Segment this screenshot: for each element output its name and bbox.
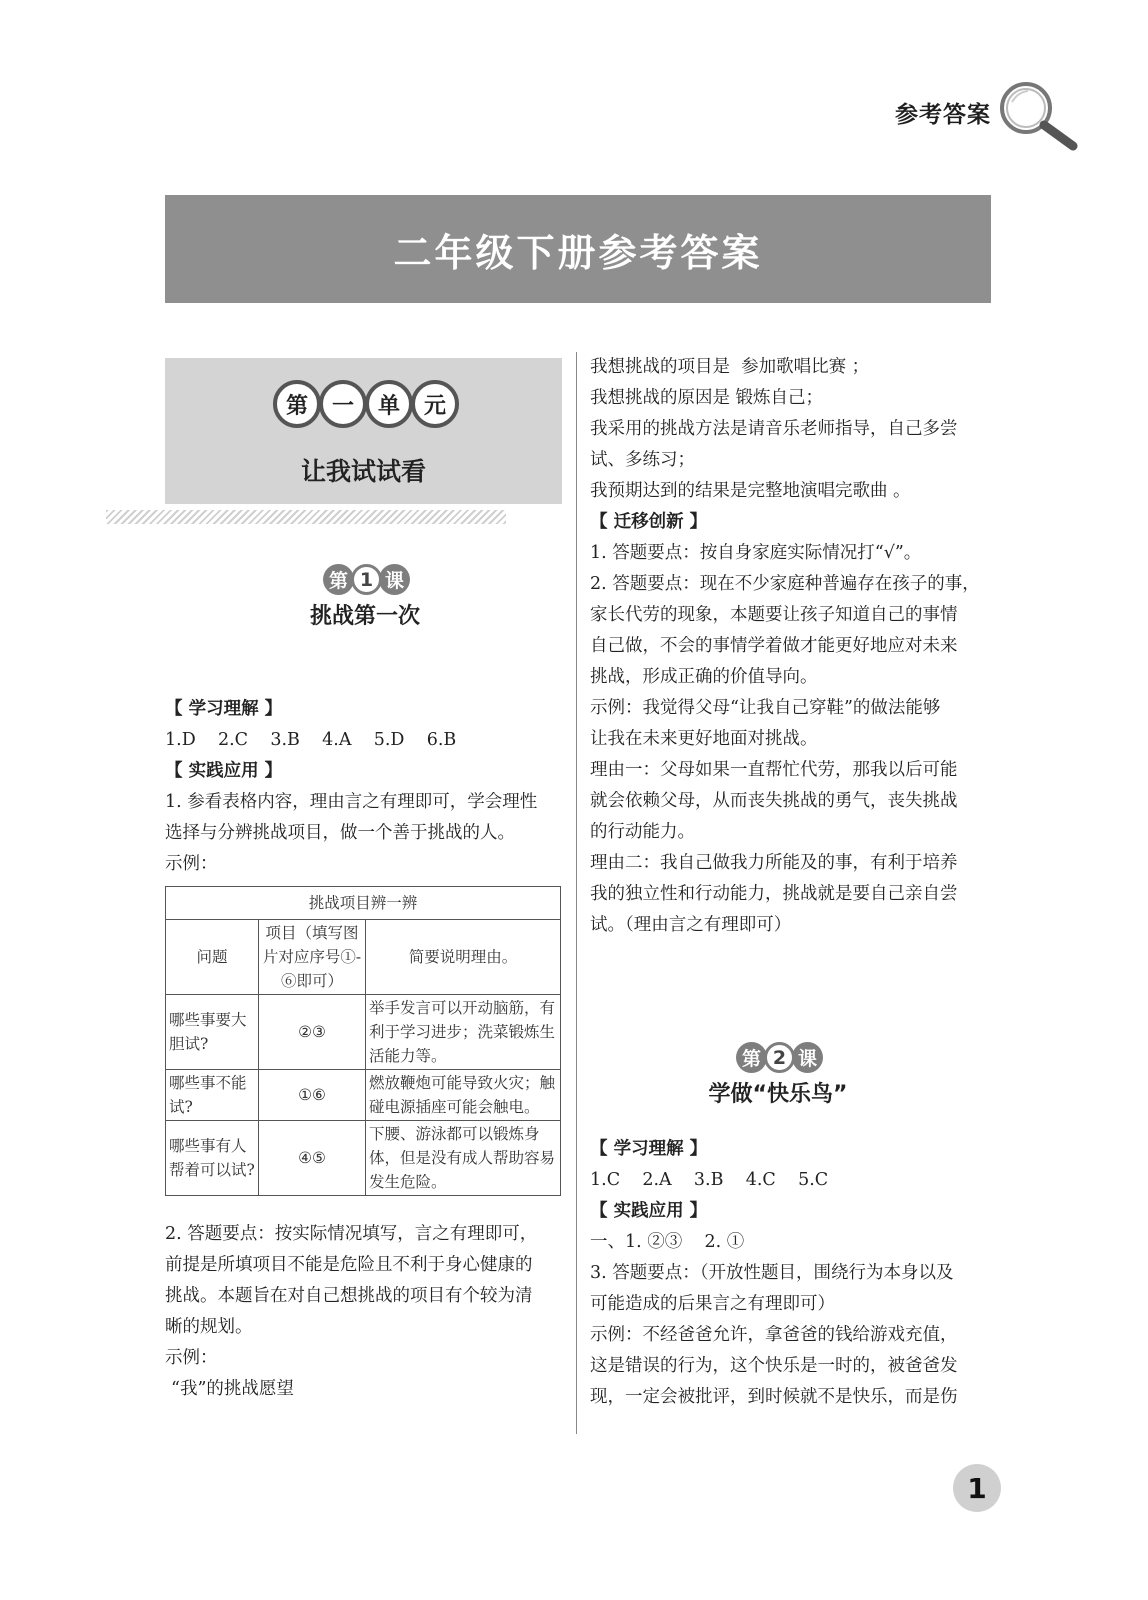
unit-char: 一 [319,380,367,428]
text-line: 前提是所填项目不能是危险且不利于身心健康的 [165,1255,533,1275]
text-line: 自己做，不会的事情学着做才能更好地应对未来 [590,636,958,656]
table-title-row [166,887,561,920]
right-column-top [590,352,992,941]
right-column-bottom [590,1134,992,1413]
text-line: 让我在未来更好地面对挑战。 [590,729,818,749]
text-line: 选择与分辨挑战项目，做一个善于挑战的人。 [165,823,515,843]
text-line: 一、1. ②③ 2. ① [590,1232,745,1252]
text-line: 2. 答题要点：按实际情况填写，言之有理即可， [165,1224,538,1244]
column-divider [576,352,577,1434]
table-row [166,1121,561,1196]
text-line: 示例：我觉得父母“让我自己穿鞋”的做法能够 [590,698,941,718]
text-line: 家长代劳的现象，本题要让孩子知道自己的事情 [590,605,958,625]
text-line: 就会依赖父母，从而丧失挑战的勇气，丧失挑战 [590,791,958,811]
table-row [166,995,561,1070]
text-line: 挑战。本题旨在对自己想挑战的项目有个较为清 [165,1286,533,1306]
hatch-divider [106,510,506,524]
text-line: 我预期达到的结果是完整地演唱完歌曲 。 [590,481,911,501]
page-banner [165,195,991,303]
table-header: 问题 [166,920,259,995]
lesson-title: 挑战第一次 [309,604,420,629]
lesson-number: 2 [764,1042,795,1073]
banner-title: 二年级下册参考答案 [393,230,763,275]
table-header: 项目（填写图片对应序号①-⑥即可） [259,920,366,995]
lesson-char: 第 [736,1042,767,1073]
text-line: 我采用的挑战方法是请音乐老师指导，自己多尝 [590,419,958,439]
section-heading: 【 学习理解 】 [590,1139,708,1159]
table-header: 简要说明理由。 [366,920,561,995]
lesson-number: 1 [351,564,382,595]
section-heading: 【 学习理解 】 [165,699,283,719]
text-line: 的行动能力。 [590,822,695,842]
unit-char: 元 [411,380,459,428]
text-line: 理由一：父母如果一直帮忙代劳，那我以后可能 [590,760,958,780]
text-line: “我”的挑战愿望 [171,1379,294,1399]
text-line: 我的独立性和行动能力，挑战就是要自己亲自尝 [590,884,958,904]
left-column-top [165,694,565,880]
table-cell: ①⑥ [259,1070,366,1121]
text-line: 试、多练习； [590,450,695,470]
unit-title [273,380,457,428]
table-title: 挑战项目辨一辨 [166,887,561,920]
unit-char: 单 [365,380,413,428]
challenge-table [165,886,561,1196]
lesson-char: 第 [323,564,354,595]
text-line: 2. 答题要点：现在不少家庭种普遍存在孩子的事， [590,574,980,594]
lesson-char: 课 [792,1042,823,1073]
table-cell: ②③ [259,995,366,1070]
text-line: 试。（理由言之有理即可） [590,915,792,935]
text-line: 理由二：我自己做我力所能及的事，有利于培养 [590,853,958,873]
table-cell: 燃放鞭炮可能导致火灾；触碰电源插座可能会触电。 [366,1070,561,1121]
text-line: 现，一定会被批评，到时候就不是快乐，而是伤 [590,1387,958,1407]
text-line: 1. 答题要点：按自身家庭实际情况打“√”。 [590,543,922,563]
text-line: 我想挑战的项目是 参加歌唱比赛 ； [590,357,870,377]
table-cell: 哪些事要大胆试? [166,995,259,1070]
text-line: 这是错误的行为，这个快乐是一时的，被爸爸发 [590,1356,958,1376]
text-line: 可能造成的后果言之有理即可） [590,1294,835,1314]
page-number: 1 [953,1464,1001,1512]
section-heading: 【 实践应用 】 [590,1201,708,1221]
text-line: 3. 答题要点：（开放性题目，围绕行为本身以及 [590,1263,954,1283]
table-cell: 哪些事有人帮着可以试? [166,1121,259,1196]
lesson-char: 课 [379,564,410,595]
unit-char: 第 [273,380,321,428]
lesson-1-heading [265,564,465,630]
table-cell: ④⑤ [259,1121,366,1196]
table-cell: 举手发言可以开动脑筋，有利于学习进步；洗菜锻炼生活能力等。 [366,995,561,1070]
text-line: 1. 参看表格内容，理由言之有理即可，学会理性 [165,792,538,812]
magnifier-icon [996,78,1080,152]
table-header-row [166,920,561,995]
lesson-title: 学做“快乐鸟” [708,1082,848,1107]
text-line: 示例： [165,854,218,874]
answer-line: 1.D 2.C 3.B 4.A 5.D 6.B [165,730,457,750]
table-row [166,1070,561,1121]
text-line: 我想挑战的原因是 锻炼自己； [590,388,824,408]
text-line: 挑战，形成正确的价值导向。 [590,667,818,687]
left-column-bottom [165,1219,565,1405]
section-heading: 【 实践应用 】 [165,761,283,781]
answer-line: 1.C 2.A 3.B 4.C 5.C [590,1170,829,1190]
section-heading: 【 迁移创新 】 [590,512,708,532]
unit-subtitle: 让我试试看 [300,457,426,486]
text-line: 晰的规划。 [165,1317,253,1337]
text-line: 示例： [165,1348,218,1368]
text-line: 示例：不经爸爸允许，拿爸爸的钱给游戏充值， [590,1325,958,1345]
table-cell: 哪些事不能试? [166,1070,259,1121]
lesson-2-heading [678,1042,878,1108]
header-label: 参考答案 [895,102,991,128]
table-cell: 下腰、游泳都可以锻炼身体，但是没有成人帮助容易发生危险。 [366,1121,561,1196]
unit-box [165,358,562,504]
